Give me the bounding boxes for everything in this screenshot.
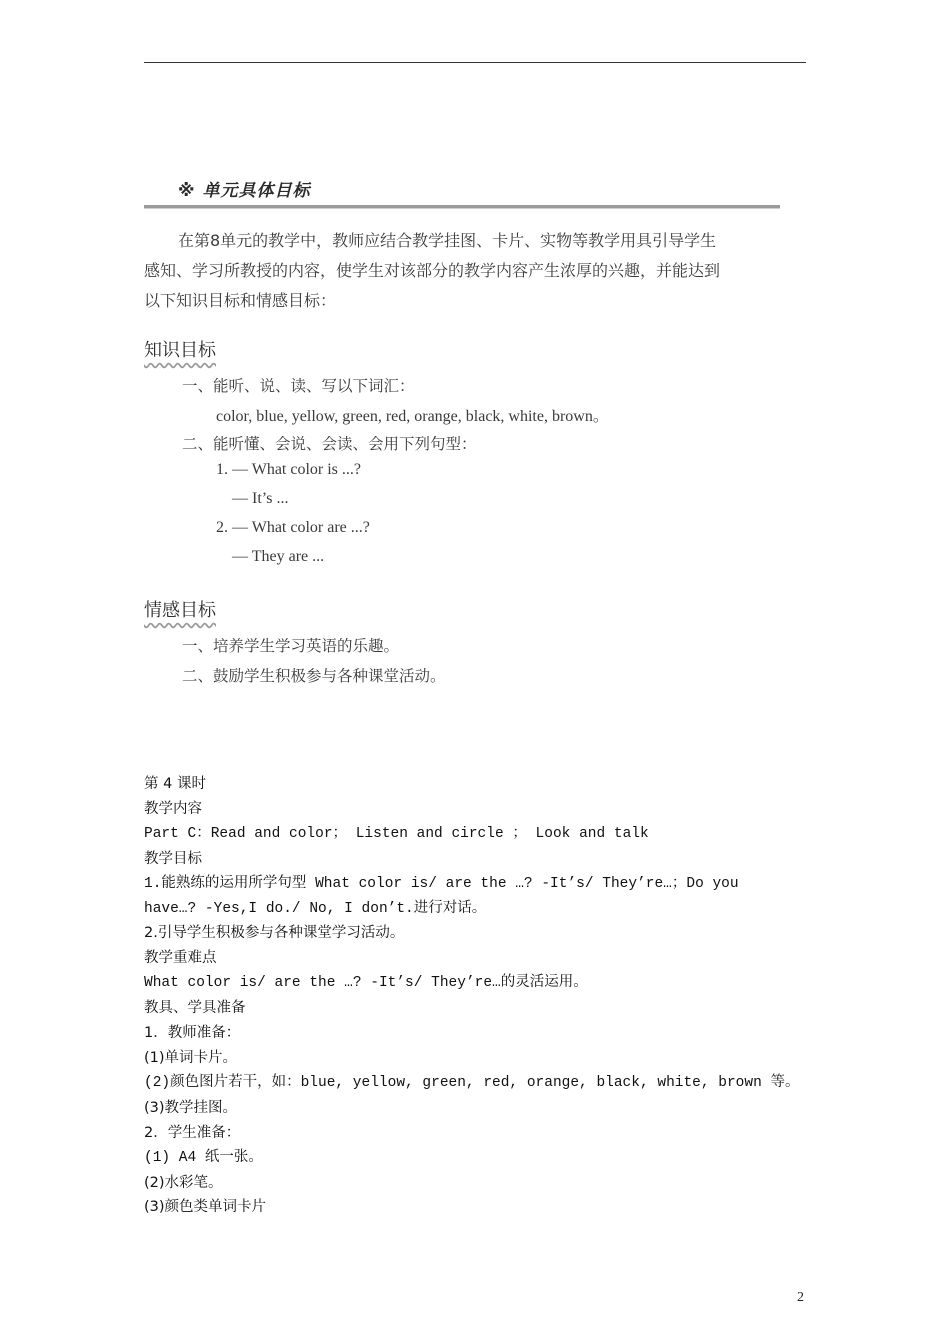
knowledge-item: 一、能听、说、读、写以下词汇： xyxy=(182,377,415,395)
lesson-heading: 教学重难点 xyxy=(144,950,217,967)
lesson-line: (3)教学挂图。 xyxy=(144,1099,238,1116)
lesson-line: 1.能熟练的运用所学句型 What color is/ are the …? -It’s/ They’re…；Do you xyxy=(144,875,739,892)
sentence-pattern: 2. — What color are ...? xyxy=(216,519,370,536)
sentence-pattern: — It’s ... xyxy=(232,490,289,507)
header-rule xyxy=(144,62,806,63)
lesson-heading: 教学目标 xyxy=(144,850,202,867)
knowledge-item: 二、能听懂、会说、会读、会用下列句型： xyxy=(182,435,477,453)
lesson-line: 2.引导学生积极参与各种课堂学习活动。 xyxy=(144,925,405,942)
intro-line: 在第8单元的教学中，教师应结合教学挂图、卡片、实物等教学用具引导学生 xyxy=(178,231,717,250)
title-divider xyxy=(144,205,780,209)
intro-line: 以下知识目标和情感目标： xyxy=(144,291,337,310)
lesson-line: 1．教师准备： xyxy=(144,1025,241,1042)
lesson-plan-text xyxy=(144,772,808,1220)
sentence-pattern: 1. — What color is ...? xyxy=(216,461,362,478)
lesson-heading: 教学内容 xyxy=(144,800,202,817)
lesson-line: (1) A4 纸一张。 xyxy=(144,1149,263,1166)
lesson-line: have…? -Yes,I do./ No, I don’t.进行对话。 xyxy=(144,900,487,917)
knowledge-goals-heading: 知识目标 xyxy=(144,340,216,361)
lesson-heading: 教具、学具准备 xyxy=(144,1000,246,1017)
section-title: ※ 单元具体目标 xyxy=(178,181,311,201)
lesson-line: 2．学生准备： xyxy=(144,1124,241,1141)
lesson-line: Part C：Read and color； Listen and circle ； Look and talk xyxy=(144,825,649,842)
intro-paragraph xyxy=(144,226,780,316)
emotion-item: 二、鼓励学生积极参与各种课堂活动。 xyxy=(182,667,446,685)
page-number: 2 xyxy=(797,1290,804,1305)
sentence-pattern: — They are ... xyxy=(232,548,325,565)
lesson-line: (3)颜色类单词卡片 xyxy=(144,1199,267,1216)
lesson-line: (2)颜色图片若干，如：blue, yellow, green, red, orange, black, white, brown 等。 xyxy=(144,1074,800,1091)
intro-line: 感知、学习所教授的内容，使学生对该部分的教学内容产生浓厚的兴趣，并能达到 xyxy=(144,261,721,280)
emotion-goals-heading: 情感目标 xyxy=(144,600,216,621)
lesson-number: 第 4 课时 xyxy=(144,776,206,792)
vocabulary-list: color, blue, yellow, green, red, orange, black, white, brown。 xyxy=(216,408,609,425)
lesson-line: (1)单词卡片。 xyxy=(144,1049,238,1066)
emotion-item: 一、培养学生学习英语的乐趣。 xyxy=(182,637,400,655)
lesson-line: (2)水彩笔。 xyxy=(144,1174,223,1191)
lesson-line: What color is/ are the …? -It’s/ They’re…的灵活运用。 xyxy=(144,975,588,992)
